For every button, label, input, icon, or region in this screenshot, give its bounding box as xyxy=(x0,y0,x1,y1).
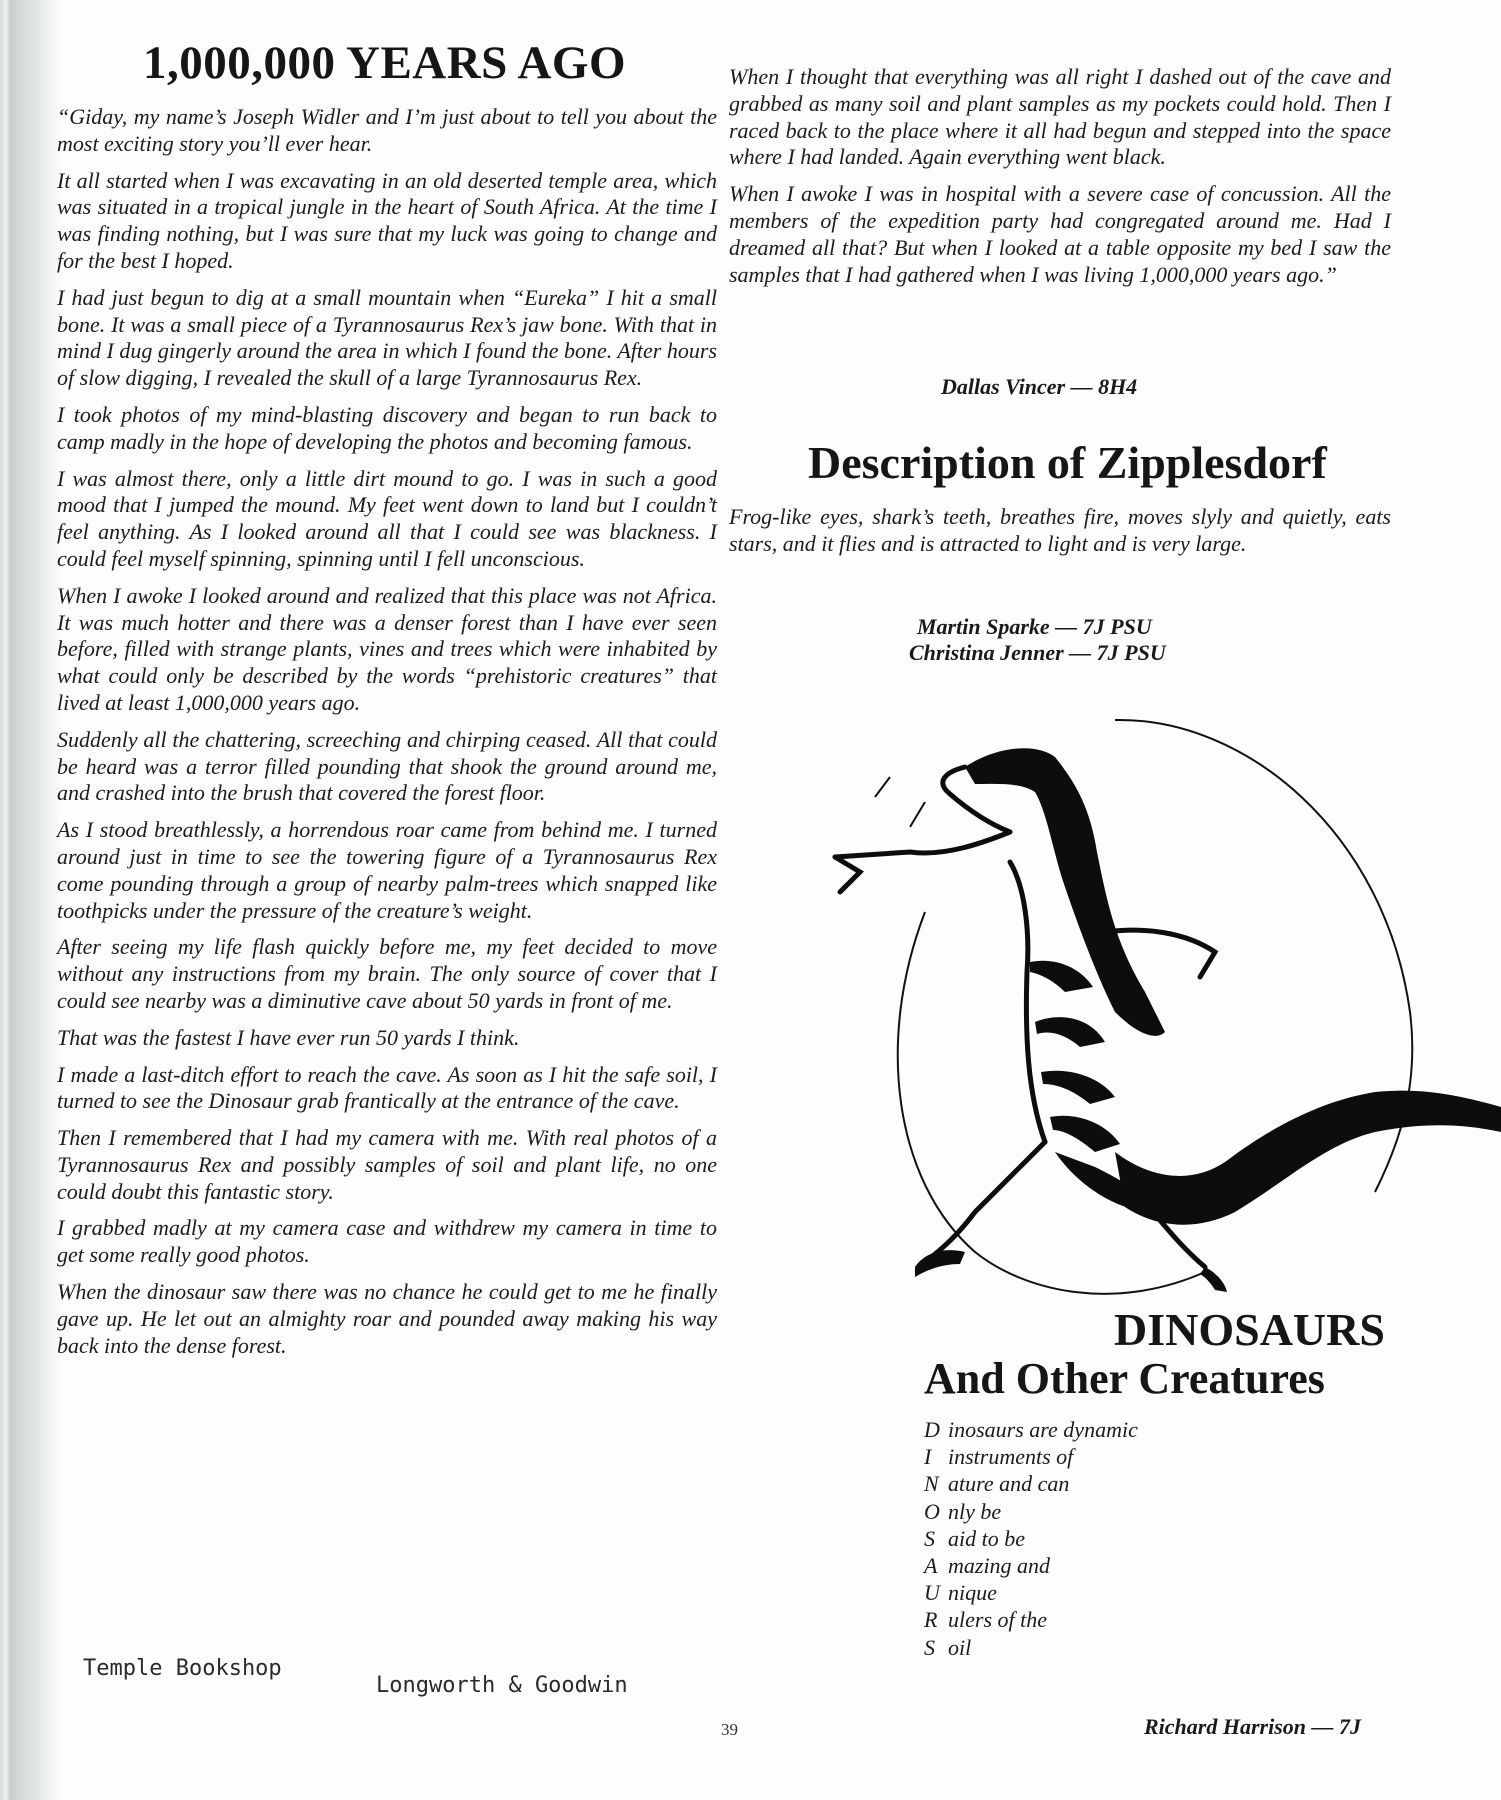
poem-line xyxy=(924,1525,1138,1552)
paragraph: When the dinosaur saw there was no chance he could get to me he finally gave up. He let out an almighty roar and pounded away making his way back into the dense forest. xyxy=(57,1279,717,1358)
poem-line-text: oil xyxy=(948,1634,972,1660)
poem-title-dinosaurs: DINOSAURS xyxy=(1114,1304,1385,1355)
dinosaur-moon-illustration xyxy=(815,712,1501,1297)
paragraph: As I stood breathlessly, a horrendous roar came from behind me. I turned around just in time to see the towering figure of a Tyrannosaurus Rex come pounding through a group of nearby palm-trees which snapped like toothpicks under the pressure of the creature’s weight. xyxy=(57,817,717,923)
acrostic-letter: R xyxy=(924,1607,938,1633)
poem-subtitle-other-creatures: And Other Creatures xyxy=(924,1354,1325,1403)
poem-line xyxy=(924,1606,1138,1633)
paragraph: Frog-like eyes, shark’s teeth, breathes fire, moves slyly and quietly, eats stars, and it flies and is attracted to light and is very large. xyxy=(729,504,1391,556)
acrostic-letter: U xyxy=(924,1580,940,1606)
zipplesdorf-description xyxy=(729,504,1391,568)
paragraph: I had just begun to dig at a small mountain when “Eureka” I hit a small bone. It was a small piece of a Tyrannosaurus Rex’s jaw bone. With that in mind I dug gingerly around the area in which I found the bone. After hours of slow digging, I revealed the skull of a large Tyrannosaurus Rex. xyxy=(57,284,717,391)
paragraph: “Giday, my name’s Joseph Widler and I’m just about to tell you about the most exciting story you’ll ever hear. xyxy=(57,104,717,156)
acrostic-letter: D xyxy=(924,1417,940,1442)
acrostic-letter: I xyxy=(924,1444,932,1470)
poem-line-text: ature and can xyxy=(948,1471,1070,1497)
paragraph: I took photos of my mind-blasting discovery and began to run back to camp madly in the hope of developing the photos and becoming famous. xyxy=(57,401,717,454)
paragraph: Then I remembered that I had my camera with me. With real photos of a Tyrannosaurus Rex and possibly samples of soil and plant life, no one could doubt this fantastic story. xyxy=(57,1125,717,1204)
paragraph: I was almost there, only a little dirt mound to go. I was in such a good mood that I jumped the mound. My feet went down to land but I couldn’t feel anything. As I looked around all that I could see was blackness. I could feel myself spinning, spinning until I fell unconscious. xyxy=(57,465,717,571)
poem-line xyxy=(924,1552,1138,1579)
paragraph: When I awoke I was in hospital with a severe case of concussion. All the members of the expedition party had congregated around me. Had I dreamed all that? But when I looked at a table opposite my bed I saw the samples that I had gathered when I was living 1,000,000 years ago.” xyxy=(729,181,1391,287)
poem-line xyxy=(924,1443,1138,1470)
poem-line-text: nique xyxy=(948,1580,997,1606)
paragraph: After seeing my life flash quickly before me, my feet decided to move without any instructions from my brain. The only source of cover that I could see nearby was a diminutive cave about 50 yards in front of me. xyxy=(57,934,717,1013)
sponsor-temple-bookshop: Temple Bookshop xyxy=(83,1656,282,1681)
acrostic-letter: A xyxy=(924,1553,938,1579)
poem-line xyxy=(924,1634,1138,1661)
paragraph: That was the fastest I have ever run 50 yards I think. xyxy=(57,1024,520,1050)
poem-line-text: aid to be xyxy=(948,1525,1025,1551)
acrostic-letter: S xyxy=(924,1634,935,1660)
sponsor-longworth-goodwin: Longworth & Goodwin xyxy=(376,1673,628,1698)
paragraph: When I thought that everything was all right I dashed out of the cave and grabbed as many soil and plant samples as my pockets could hold. Then I raced back to the place where it all had begun and stepped into the space where I had landed. Again everything went black. xyxy=(729,64,1391,170)
acrostic-letter: S xyxy=(924,1525,935,1551)
poem-line xyxy=(924,1579,1138,1606)
paragraph: It all started when I was excavating in an old deserted temple area, which was situated in a tropical jungle in the heart of South Africa. At the time I was finding nothing, but I was sure that my luck was going to change and for the best I hoped. xyxy=(57,167,717,273)
page-number: 39 xyxy=(721,1720,738,1739)
poem-line-text: nly be xyxy=(948,1498,1002,1524)
poem-line-text: ulers of the xyxy=(948,1607,1047,1633)
acrostic-letter: O xyxy=(924,1498,940,1524)
poem-line-text: inosaurs are dynamic xyxy=(948,1417,1138,1442)
story-right-column xyxy=(729,64,1391,298)
story1-author: Dallas Vincer — 8H4 xyxy=(941,374,1138,399)
story2-author-2: Christina Jenner — 7J PSU xyxy=(909,640,1166,665)
poem-line-text: mazing and xyxy=(948,1553,1051,1579)
paragraph: I grabbed madly at my camera case and withdrew my camera in time to get some really good photos. xyxy=(57,1215,717,1268)
poem-author: Richard Harrison — 7J xyxy=(1144,1714,1361,1739)
poem-line-text: instruments of xyxy=(948,1444,1074,1470)
paragraph: Suddenly all the chattering, screeching and chirping ceased. All that could be heard was a terror filled pounding that shook the ground around me, and crashed into the brush that covered the forest floor. xyxy=(57,726,717,806)
story-left-column xyxy=(57,104,717,1369)
story2-author-1: Martin Sparke — 7J PSU xyxy=(917,614,1152,639)
acrostic-letter: N xyxy=(924,1471,939,1497)
paragraph: I made a last-ditch effort to reach the cave. As soon as I hit the safe soil, I turned to see the Dinosaur grab frantically at the entrance of the cave. xyxy=(57,1061,717,1114)
poem-line xyxy=(924,1498,1138,1525)
acrostic-poem xyxy=(924,1416,1138,1661)
poem-line xyxy=(924,1470,1138,1497)
paragraph: When I awoke I looked around and realized that this place was not Africa. It was much hotter and there was a denser forest than I have ever seen before, filled with strange plants, vines and trees which were inhabited by what could only be described by the words “prehistoric creatures” that lived at least 1,000,000 years ago. xyxy=(57,582,717,715)
poem-line xyxy=(924,1416,1138,1443)
story-title-1000000-years-ago: 1,000,000 YEARS AGO xyxy=(143,37,627,89)
story-title-zipplesdorf: Description of Zipplesdorf xyxy=(808,437,1327,488)
